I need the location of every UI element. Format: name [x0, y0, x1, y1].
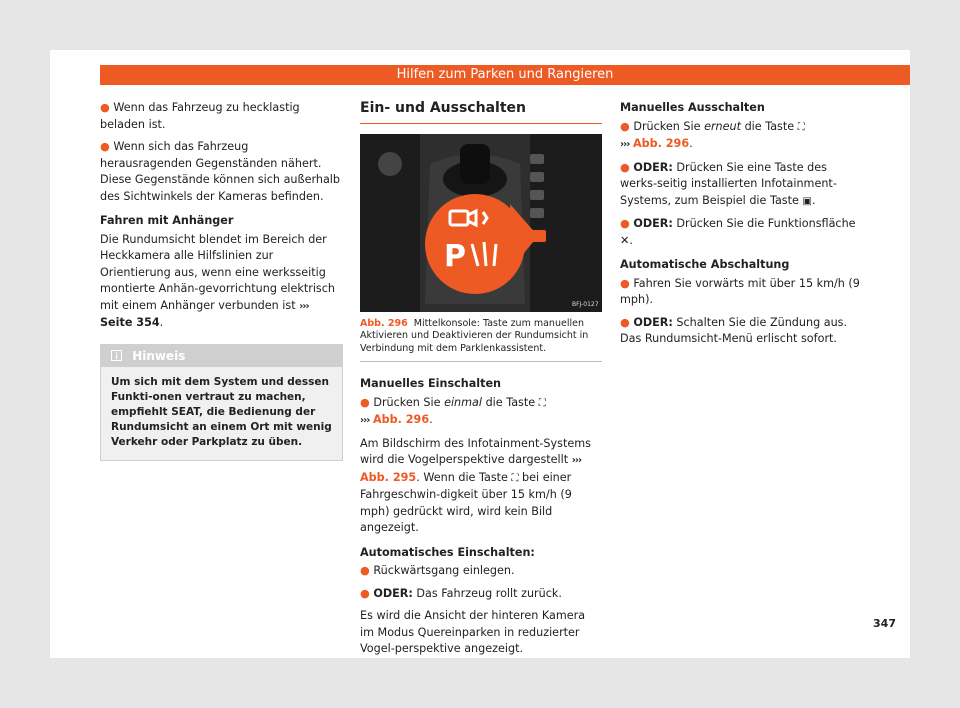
reference-arrow-icon: ››› [571, 455, 582, 466]
bullet-icon: ● [620, 315, 630, 329]
bullet-icon: ● [620, 217, 630, 230]
list-item: ● ODER: Drücken Sie die Funktionsfläche ✕. [620, 217, 856, 247]
list-item: ● ODER: Schalten Sie die Zündung aus. Das Rundumsicht-Menü erlischt sofort. [620, 315, 848, 345]
figure-reference-link[interactable]: Abb. 295 [360, 470, 417, 484]
reference-arrow-icon: ››› [299, 300, 309, 312]
list-item: ● Drücken Sie einmal die Taste ⛶ ››› Abb. 296. [360, 395, 546, 426]
column-left [100, 100, 343, 461]
figure-reference-link[interactable]: Abb. 296 [372, 413, 430, 426]
figure-reference-link[interactable]: Abb. 296 [632, 137, 690, 150]
note-header [101, 345, 342, 367]
trailer-paragraph: Die Rundumsicht blendet im Bereich der Heckkamera alle Hilfslinien zur Orientierung aus, wenn eine werksseitig montierte Anhän-gevorrichtung elektrisch mit einem Anhänger verbunden ist ››› Seite 354. [100, 232, 335, 329]
reference-arrow-icon: ››› [360, 415, 370, 426]
list-item: ● ODER: Das Fahrzeug rollt zurück. [360, 586, 562, 600]
svg-text:P: P [444, 238, 466, 274]
caption-text: Mittelkonsole: Taste zum manuellen Aktivieren und Deaktivieren der Rundumsicht in Verbindung mit dem Parklenkassistent. [360, 317, 589, 354]
note-title: Hinweis [132, 348, 186, 363]
page-reference-link[interactable]: Seite 354 [100, 316, 160, 329]
column-middle [360, 100, 602, 664]
auto-on-heading: Automatisches Einschalten: [360, 545, 535, 559]
camera-parking-icon: ⛶ [538, 397, 546, 409]
bullet-icon: ● [620, 160, 630, 174]
bullet-icon: ● [360, 564, 370, 577]
bullet-icon: ● [360, 586, 370, 600]
list-item: ● Rückwärtsgang einlegen. [360, 564, 515, 577]
center-console-illustration [360, 134, 602, 312]
page-number: 347 [873, 617, 896, 630]
reference-arrow-icon: ››› [620, 139, 630, 150]
section-title: Ein- und Ausschalten [360, 100, 602, 124]
camera-parking-icon: ⛶ [797, 121, 805, 133]
document-page [50, 50, 910, 658]
list-item: ● Fahren Sie vorwärts mit über 15 km/h (9 mph). [620, 276, 860, 306]
bullet-icon: ● [620, 276, 630, 290]
paragraph: Es wird die Ansicht der hinteren Kamera im Modus Quereinparken in reduzierter Vogel-perspektive angezeigt. [360, 609, 586, 655]
trailer-heading: Fahren mit Anhänger [100, 214, 234, 227]
camera-parking-icon: ⛶ [511, 472, 519, 484]
note-text: Um sich mit dem System und dessen Funkti-onen vertraut zu machen, empfiehlt SEAT, die Bedienung der Rundumsicht an einem Ort mit wenig Verkehr oder Parkplatz zu üben. [111, 375, 332, 448]
camera-key-icon: ▣ [802, 195, 812, 207]
column-right [620, 100, 865, 354]
note-box [100, 344, 343, 461]
info-icon [111, 350, 122, 361]
bullet-icon: ● [100, 101, 110, 114]
bullet-icon: ● [100, 140, 110, 153]
manual-off-heading: Manuelles Ausschalten [620, 101, 765, 114]
header-title: Hilfen zum Parken und Rangieren [396, 67, 614, 82]
auto-off-heading: Automatische Abschaltung [620, 258, 790, 271]
list-item: ● Drücken Sie erneut die Taste ⛶ ››› Abb. 296. [620, 119, 805, 150]
list-item: ● Wenn sich das Fahrzeug herausragenden Gegenständen nähert. Diese Gegenstände können sich außerhalb des Sichtwinkels der Kameras befinden. [100, 140, 341, 203]
list-item: ● ODER: Drücken Sie eine Taste des werks-seitig installierten Infotainment-Systems, zum Beispiel die Taste ▣. [620, 160, 865, 211]
console-figure [360, 134, 602, 312]
paragraph: Am Bildschirm des Infotainment-Systems wird die Vogelperspektive dargestellt ››› Abb. 295. Wenn die Taste ⛶ bei einer Fahrgeschwin-digkeit über 15 km/h (9 mph) gedrückt wird, wird kein Bild angezeigt. [360, 436, 591, 534]
figure-code: BFJ-0127 [572, 300, 599, 308]
bullet-icon: ● [360, 395, 370, 409]
list-item: ● Wenn das Fahrzeug zu hecklastig beladen ist. [100, 101, 300, 131]
page-header [100, 65, 910, 85]
manual-on-heading: Manuelles Einschalten [360, 377, 501, 390]
bullet-icon: ● [620, 119, 630, 133]
close-x-icon: ✕ [620, 233, 630, 247]
figure-caption [360, 318, 602, 363]
caption-label: Abb. 296 [360, 317, 408, 329]
